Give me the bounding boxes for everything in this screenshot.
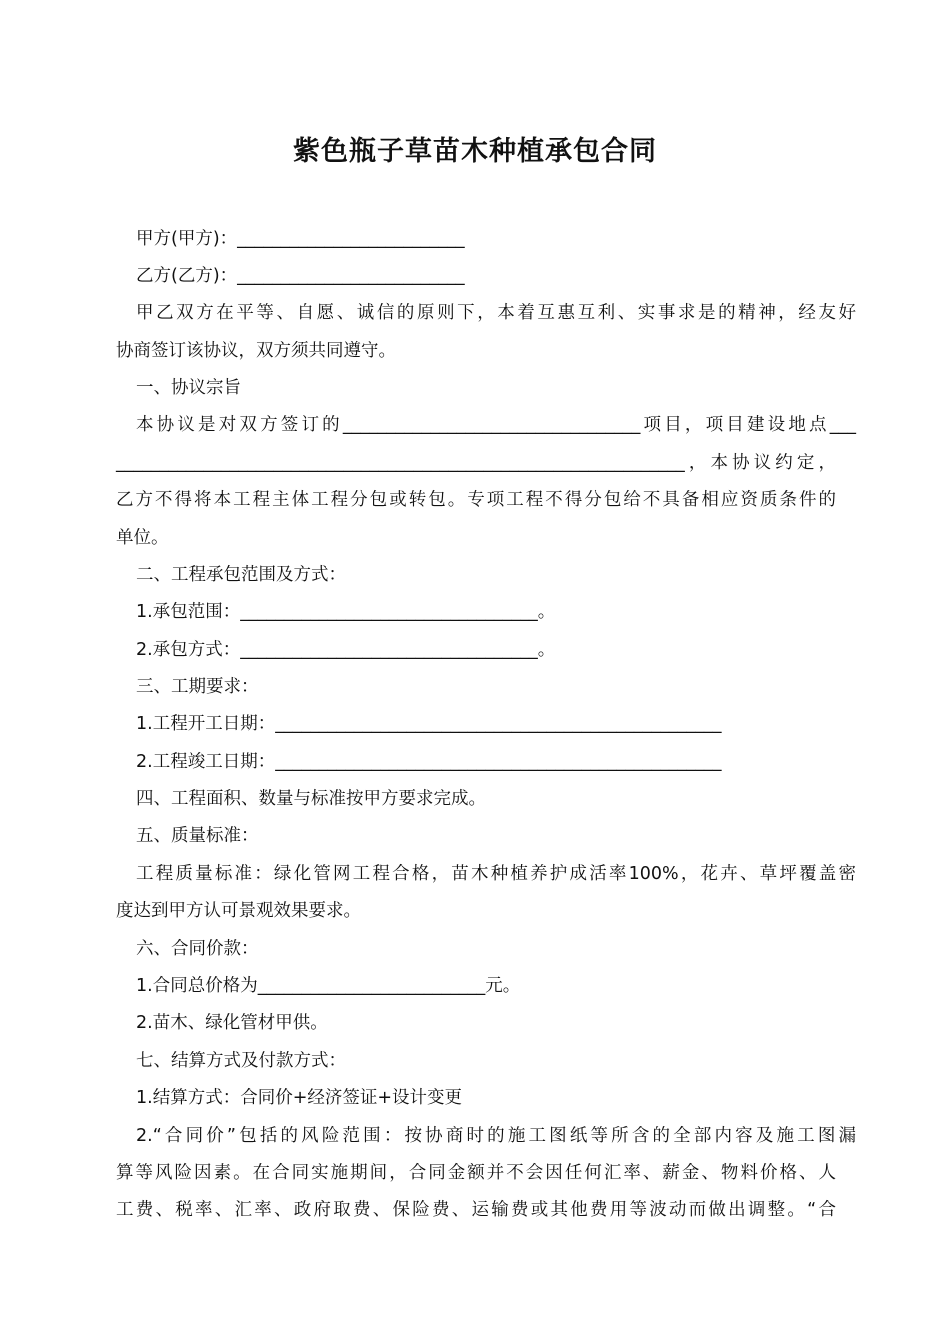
paragraph-line: 协商签订该协议，双方须共同遵守。 bbox=[116, 341, 396, 361]
paragraph-line: 度达到甲方认可景观效果要求。 bbox=[116, 901, 361, 921]
list-item: 1.工程开工日期：___________________________________________________ bbox=[136, 714, 722, 734]
paragraph-line: 本协议是对双方签订的__________________________________项目，项目建设地点___ bbox=[136, 415, 856, 435]
paragraph-line: 乙方不得将本工程主体工程分包或转包。专项工程不得分包给不具备相应资质条件的 bbox=[116, 490, 836, 510]
list-item: 1.承包范围：__________________________________。 bbox=[136, 602, 556, 622]
section-heading: 六、合同价款： bbox=[136, 939, 259, 959]
paragraph-line: 工费、税率、汇率、政府取费、保险费、运输费或其他费用等波动而做出调整。“合 bbox=[116, 1200, 836, 1220]
section-heading: 五、质量标准： bbox=[136, 826, 259, 846]
section-heading: 二、工程承包范围及方式： bbox=[136, 565, 346, 585]
paragraph-line: 甲乙双方在平等、自愿、诚信的原则下，本着互惠互利、实事求是的精神，经友好 bbox=[136, 303, 856, 323]
section-heading: 三、工期要求： bbox=[136, 677, 259, 697]
paragraph-line: 2.“合同价”包括的风险范围：按协商时的施工图纸等所含的全部内容及施工图漏 bbox=[136, 1126, 856, 1146]
paragraph-line: 工程质量标准：绿化管网工程合格，苗木种植养护成活率100%，花卉、草坪覆盖密 bbox=[136, 864, 856, 884]
list-item: 2.苗木、绿化管材甲供。 bbox=[136, 1013, 328, 1033]
section-heading: 四、工程面积、数量与标准按甲方要求完成。 bbox=[136, 789, 486, 809]
party-b-line: 乙方(乙方)：__________________________ bbox=[136, 266, 465, 286]
paragraph-line: 单位。 bbox=[116, 528, 169, 548]
list-item: 1.合同总价格为__________________________元。 bbox=[136, 976, 521, 996]
list-item: 1.结算方式：合同价+经济签证+设计变更 bbox=[136, 1088, 463, 1108]
section-heading: 一、协议宗旨 bbox=[136, 378, 241, 398]
paragraph-line: _________________________________________________________________，本协议约定， bbox=[116, 453, 836, 473]
party-a-line: 甲方(甲方)：__________________________ bbox=[136, 229, 465, 249]
list-item: 2.工程竣工日期：___________________________________________________ bbox=[136, 752, 722, 772]
paragraph-line: 算等风险因素。在合同实施期间，合同金额并不会因任何汇率、薪金、物料价格、人 bbox=[116, 1163, 836, 1183]
document-title: 紫色瓶子草苗木种植承包合同 bbox=[293, 136, 657, 167]
list-item: 2.承包方式：__________________________________。 bbox=[136, 640, 556, 660]
section-heading: 七、结算方式及付款方式： bbox=[136, 1051, 346, 1071]
